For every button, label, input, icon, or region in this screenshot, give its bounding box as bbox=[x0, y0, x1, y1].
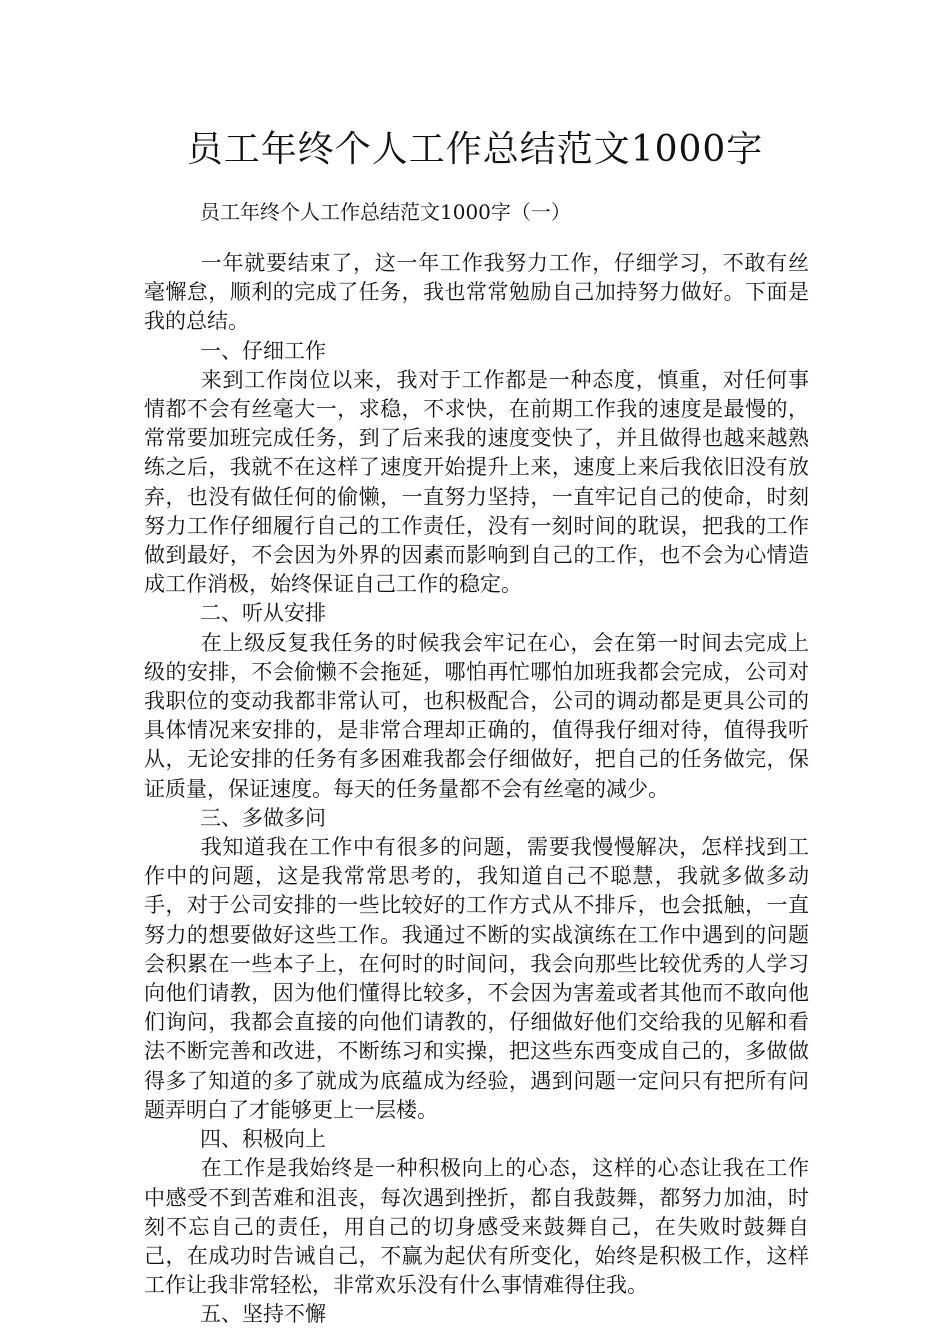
section-paragraph-4: 在工作是我始终是一种积极向上的心态，这样的心态让我在工作中感受不到苦难和沮丧，每次遇到挫折，都自我鼓舞，都努力加油，时刻不忘自己的责任，用自己的切身感受来鼓舞自己，在失败时鼓舞自己，在成功时告诫自己，不赢为起伏有所变化，始终是积极工作，这样工作让我非常轻松，非常欢乐没有什么事情难得住我。 bbox=[144, 1156, 809, 1298]
document-title: 员工年终个人工作总结范文1000字 bbox=[186, 129, 764, 170]
section-paragraph-2: 在上级反复我任务的时候我会牢记在心，会在第一时间去完成上级的安排，不会偷懒不会拖延，哪怕再忙哪怕加班我都会完成，公司对我职位的变动我都非常认可，也积极配合，公司的调动都是更具公司的具体情况来安排的，是非常合理却正确的，值得我仔细对待，值得我听从，无论安排的任务有多困难我都会仔细做好，把自己的任务做完，保证质量，保证速度。每天的任务量都不会有丝毫的减少。 bbox=[144, 630, 809, 801]
section-paragraph-1: 来到工作岗位以来，我对于工作都是一种态度，慎重，对任何事情都不会有丝毫大一，求稳，不求快，在前期工作我的速度是最慢的，常常要加班完成任务，到了后来我的速度变快了，并且做得也越来越熟练之后，我就不在这样了速度开始提升上来，速度上来后我依旧没有放弃，也没有做任何的偷懒，一直努力坚持，一直牢记自己的使命，时刻努力工作仔细履行自己的工作责任，没有一刻时间的耽误，把我的工作做到最好，不会因为外界的因素而影响到自己的工作，也不会为心情造成工作消极，始终保证自己工作的稳定。 bbox=[144, 367, 809, 597]
document-body bbox=[144, 249, 809, 1330]
section-heading-3: 三、多做多问 bbox=[200, 805, 326, 830]
document-subtitle: 员工年终个人工作总结范文1000字（一） bbox=[200, 200, 571, 224]
section-heading-1: 一、仔细工作 bbox=[200, 338, 326, 363]
section-paragraph-3: 我知道我在工作中有很多的问题，需要我慢慢解决，怎样找到工作中的问题，这是我常常思考的，我知道自己不聪慧，我就多做多动手，对于公司安排的一些比较好的工作方式从不排斥，也会抵触，一直努力的想要做好这些工作。我通过不断的实战演练在工作中遇到的问题会积累在一些本子上，在何时的时间问，我会向那些比较优秀的人学习向他们请教，因为他们懂得比较多，不会因为害羞或者其他而不敢向他们询问，我都会直接的向他们请教的，仔细做好他们交给我的见解和看法不断完善和改进，不断练习和实操，把这些东西变成自己的，多做做得多了知道的多了就成为底蕴成为经验，遇到问题一定问只有把所有问题弄明白了才能够更上一层楼。 bbox=[144, 835, 809, 1122]
section-heading-5: 五、坚持不懈 bbox=[200, 1302, 326, 1327]
intro-paragraph: 一年就要结束了，这一年工作我努力工作，仔细学习，不敢有丝毫懈怠，顺利的完成了任务，我也常常勉励自己加持努力做好。下面是我的总结。 bbox=[144, 251, 809, 334]
section-heading-2: 二、听从安排 bbox=[200, 601, 326, 626]
section-heading-4: 四、积极向上 bbox=[200, 1127, 326, 1152]
